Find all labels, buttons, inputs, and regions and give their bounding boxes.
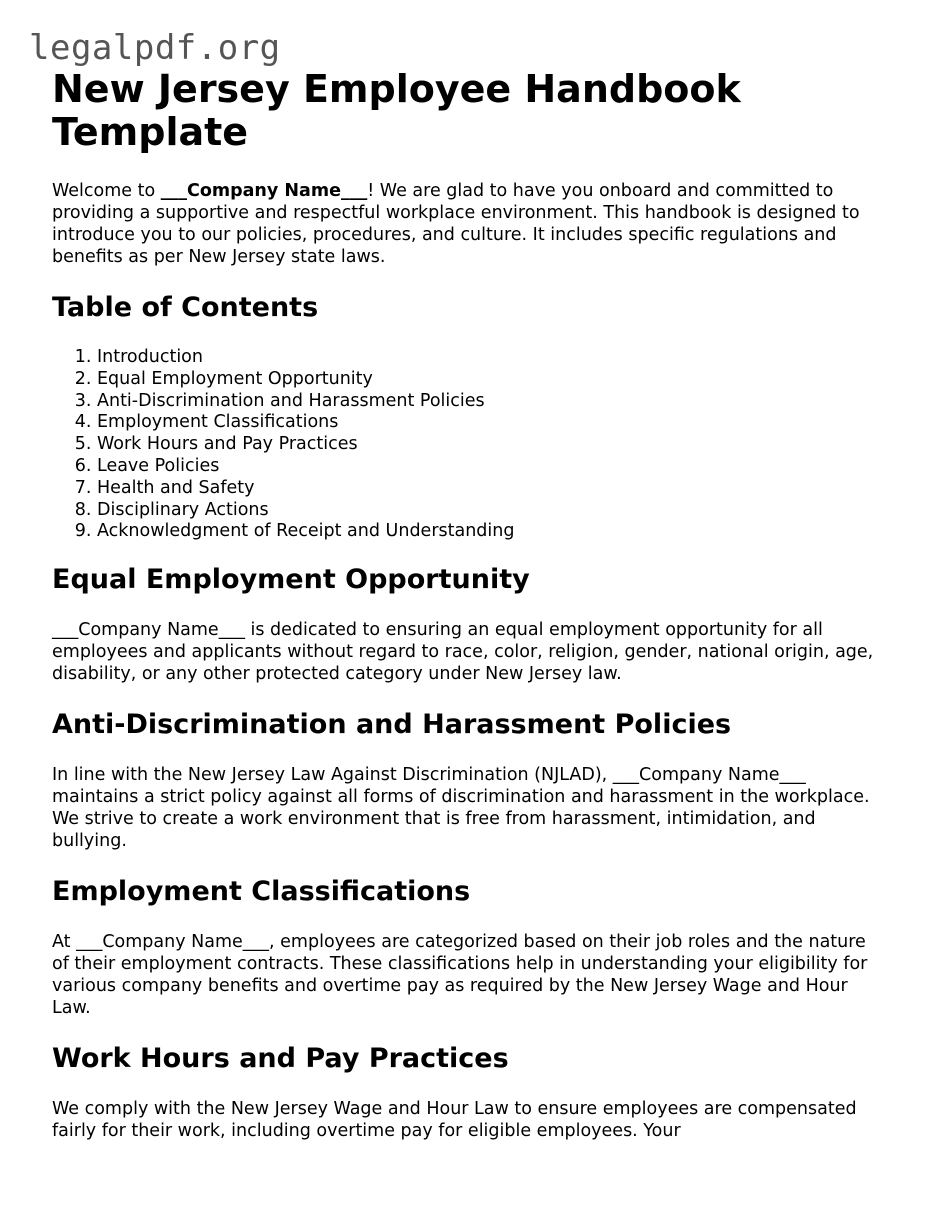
intro-text-end: ! We are glad to have you onboard and committed to providing a supportive and respectful workplace environment. This handbook is designed to introduce you to our policies, procedures, and culture. It includes specific regulations and benefits as per New Jersey state laws. (52, 181, 860, 267)
toc-item: 4. Employment Classifications (97, 412, 882, 434)
watermark: legalpdf.org (29, 28, 281, 68)
toc-item: 6. Leave Policies (97, 456, 882, 478)
eeo-heading: Equal Employment Opportunity (52, 564, 530, 596)
classifications-paragraph: At ___Company Name___, employees are categorized based on their job roles and the nature of their employment contracts. These classifications help in understanding your eligibility for various company benefits and overtime pay as required by the New Jersey Wage and Hour Law. (52, 932, 868, 1019)
toc-item: 8. Disciplinary Actions (97, 500, 882, 522)
classifications-heading: Employment Classifications (52, 876, 471, 908)
work-hours-heading: Work Hours and Pay Practices (52, 1043, 509, 1075)
toc-item: 9. Acknowledgment of Receipt and Understanding (97, 521, 882, 543)
toc-item: 3. Anti-Discrimination and Harassment Policies (97, 391, 882, 413)
toc-list (52, 347, 882, 543)
document-page (52, 68, 882, 1142)
anti-discrimination-paragraph: In line with the New Jersey Law Against Discrimination (NJLAD), ___Company Name___ maintains a strict policy against all forms of discrimination and harassment in the workplace. We strive to create a work environment that is free from harassment, intimidation, and bullying. (52, 765, 870, 852)
eeo-paragraph: ___Company Name___ is dedicated to ensuring an equal employment opportunity for all employees and applicants without regard to race, color, religion, gender, national origin, age, disability, or any other protected category under New Jersey law. (52, 620, 874, 685)
toc-item: 1. Introduction (97, 347, 882, 369)
work-hours-paragraph: We comply with the New Jersey Wage and Hour Law to ensure employees are compensated fairly for their work, including overtime pay for eligible employees. Your (52, 1099, 857, 1142)
toc-item: 7. Health and Safety (97, 478, 882, 500)
toc-item: 2. Equal Employment Opportunity (97, 369, 882, 391)
page-title: New Jersey Employee Handbook Template (52, 67, 741, 154)
toc-heading: Table of Contents (52, 292, 319, 323)
toc-item: 5. Work Hours and Pay Practices (97, 434, 882, 456)
intro-text-start: Welcome to (52, 181, 161, 201)
company-name-placeholder: ___Company Name___ (160, 181, 368, 201)
anti-discrimination-heading: Anti-Discrimination and Harassment Policies (52, 709, 732, 741)
intro-paragraph (52, 180, 882, 268)
